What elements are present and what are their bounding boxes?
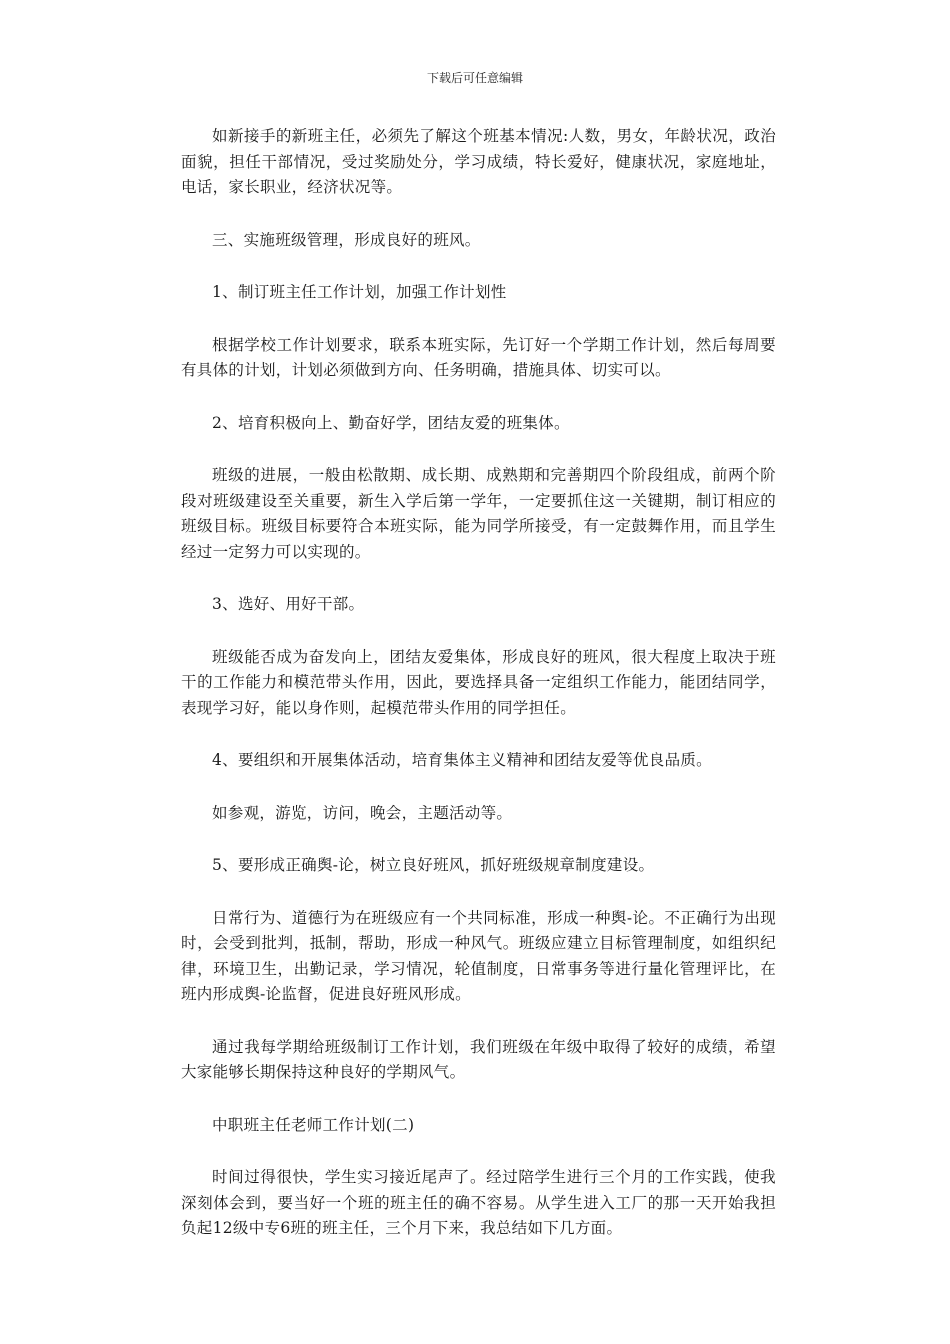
paragraph-part-two-intro: 时间过得很快，学生实习接近尾声了。经过陪学生进行三个月的工作实践，使我深刻体会到，要当好一个班的班主任的确不容易。从学生进入工厂的那一天开始我担负起12级中专6班的班主任，三个月下来，我总结如下几方面。 bbox=[181, 1168, 776, 1237]
document-body bbox=[181, 124, 776, 1269]
section-title-part-two: 中职班主任老师工作计划(二) bbox=[212, 1115, 415, 1134]
paragraph-collective: 班级的进展，一般由松散期、成长期、成熟期和完善期四个阶段组成，前两个阶段对班级建设至关重要，新生入学后第一学年，一定要抓住这一关键期，制订相应的班级目标。班级目标要符合本班实际，能为同学所接受，有一定鼓舞作用，而且学生经过一定努力可以实现的。 bbox=[181, 466, 776, 561]
subheading-opinion: 5、要形成正确舆-论，树立良好班风，抓好班级规章制度建设。 bbox=[212, 856, 655, 874]
paragraph-opinion: 日常行为、道德行为在班级应有一个共同标准，形成一种舆-论。不正确行为出现时，会受到批判，抵制，帮助，形成一种风气。班级应建立目标管理制度，如组织纪律，环境卫生，出勤记录，学习情况，轮值制度，日常事务等进行量化管理评比，在班内形成舆-论监督，促进良好班风形成。 bbox=[181, 908, 776, 1003]
paragraph-work-plan: 根据学校工作计划要求，联系本班实际，先订好一个学期工作计划，然后每周要有具体的计划，计划必须做到方向、任务明确，措施具体、切实可以。 bbox=[181, 335, 776, 379]
paragraph-activities: 如参观，游览，访问，晚会，主题活动等。 bbox=[212, 803, 513, 822]
paragraph-conclusion: 通过我每学期给班级制订工作计划，我们班级在年级中取得了较好的成绩，希望大家能够长期保持这种良好的学期风气。 bbox=[181, 1037, 776, 1081]
subheading-collective: 2、培育积极向上、勤奋好学，团结友爱的班集体。 bbox=[212, 413, 570, 432]
subheading-activities: 4、要组织和开展集体活动，培育集体主义精神和团结友爱等优良品质。 bbox=[212, 751, 712, 769]
page-header: 下载后可任意编辑 bbox=[426, 71, 523, 85]
subheading-cadres: 3、选好、用好干部。 bbox=[212, 595, 365, 613]
paragraph-cadres: 班级能否成为奋发向上，团结友爱集体，形成良好的班风，很大程度上取决于班干的工作能力和模范带头作用，因此，要选择具备一定组织工作能力，能团结同学，表现学习好，能以身作则，起模范带头作用的同学担任。 bbox=[181, 647, 776, 717]
paragraph-intro-info: 如新接手的新班主任，必须先了解这个班基本情况:人数，男女，年龄状况，政治面貌，担任干部情况，受过奖励处分，学习成绩，特长爱好，健康状况，家庭地址，电话，家长职业，经济状况等。 bbox=[181, 127, 776, 196]
subheading-work-plan: 1、制订班主任工作计划，加强工作计划性 bbox=[212, 283, 507, 301]
section-heading-class-management: 三、实施班级管理，形成良好的班风。 bbox=[212, 230, 481, 249]
